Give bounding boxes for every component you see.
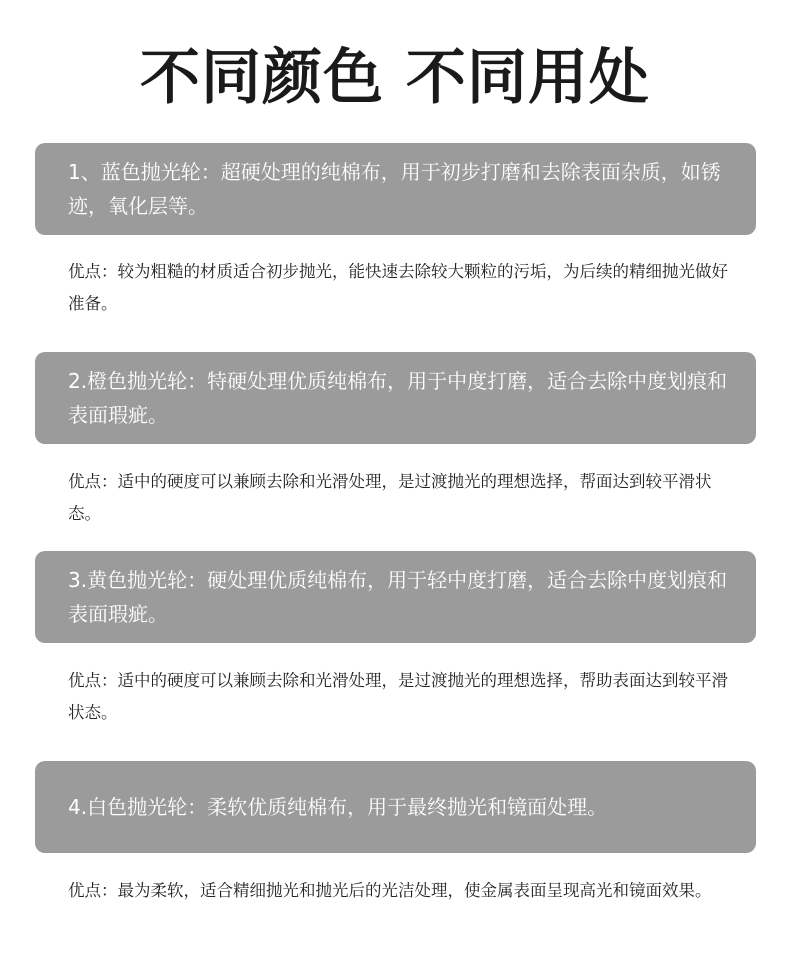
section-3-advantage: 优点：适中的硬度可以兼顾去除和光滑处理，是过渡抛光的理想选择，帮助表面达到较平滑状态。 <box>68 671 728 722</box>
section-2-heading: 2.橙色抛光轮：特硬处理优质纯棉布，用于中度打磨，适合去除中度划痕和表面瑕疵。 <box>68 369 728 427</box>
section-1-advantage: 优点：较为粗糙的材质适合初步抛光，能快速去除较大颗粒的污垢，为后续的精细抛光做好准备。 <box>68 262 728 313</box>
section-2-heading-box <box>35 352 756 444</box>
section-2-advantage: 优点：适中的硬度可以兼顾去除和光滑处理，是过渡抛光的理想选择，帮面达到较平滑状态。 <box>68 472 712 523</box>
section-1-heading-box <box>35 143 756 235</box>
page-title: 不同颜色 不同用处 <box>140 43 650 113</box>
section-4-advantage: 优点：最为柔软，适合精细抛光和抛光后的光洁处理，使金属表面呈现高光和镜面效果。 <box>68 881 712 900</box>
section-1-heading: 1、蓝色抛光轮：超硬处理的纯棉布，用于初步打磨和去除表面杂质，如锈迹，氧化层等。 <box>68 160 721 218</box>
section-3-heading: 3.黄色抛光轮：硬处理优质纯棉布，用于轻中度打磨，适合去除中度划痕和表面瑕疵。 <box>68 568 728 626</box>
section-3-heading-box <box>35 551 756 643</box>
section-4-heading: 4.白色抛光轮：柔软优质纯棉布，用于最终抛光和镜面处理。 <box>68 795 608 819</box>
section-4-heading-box <box>35 761 756 853</box>
